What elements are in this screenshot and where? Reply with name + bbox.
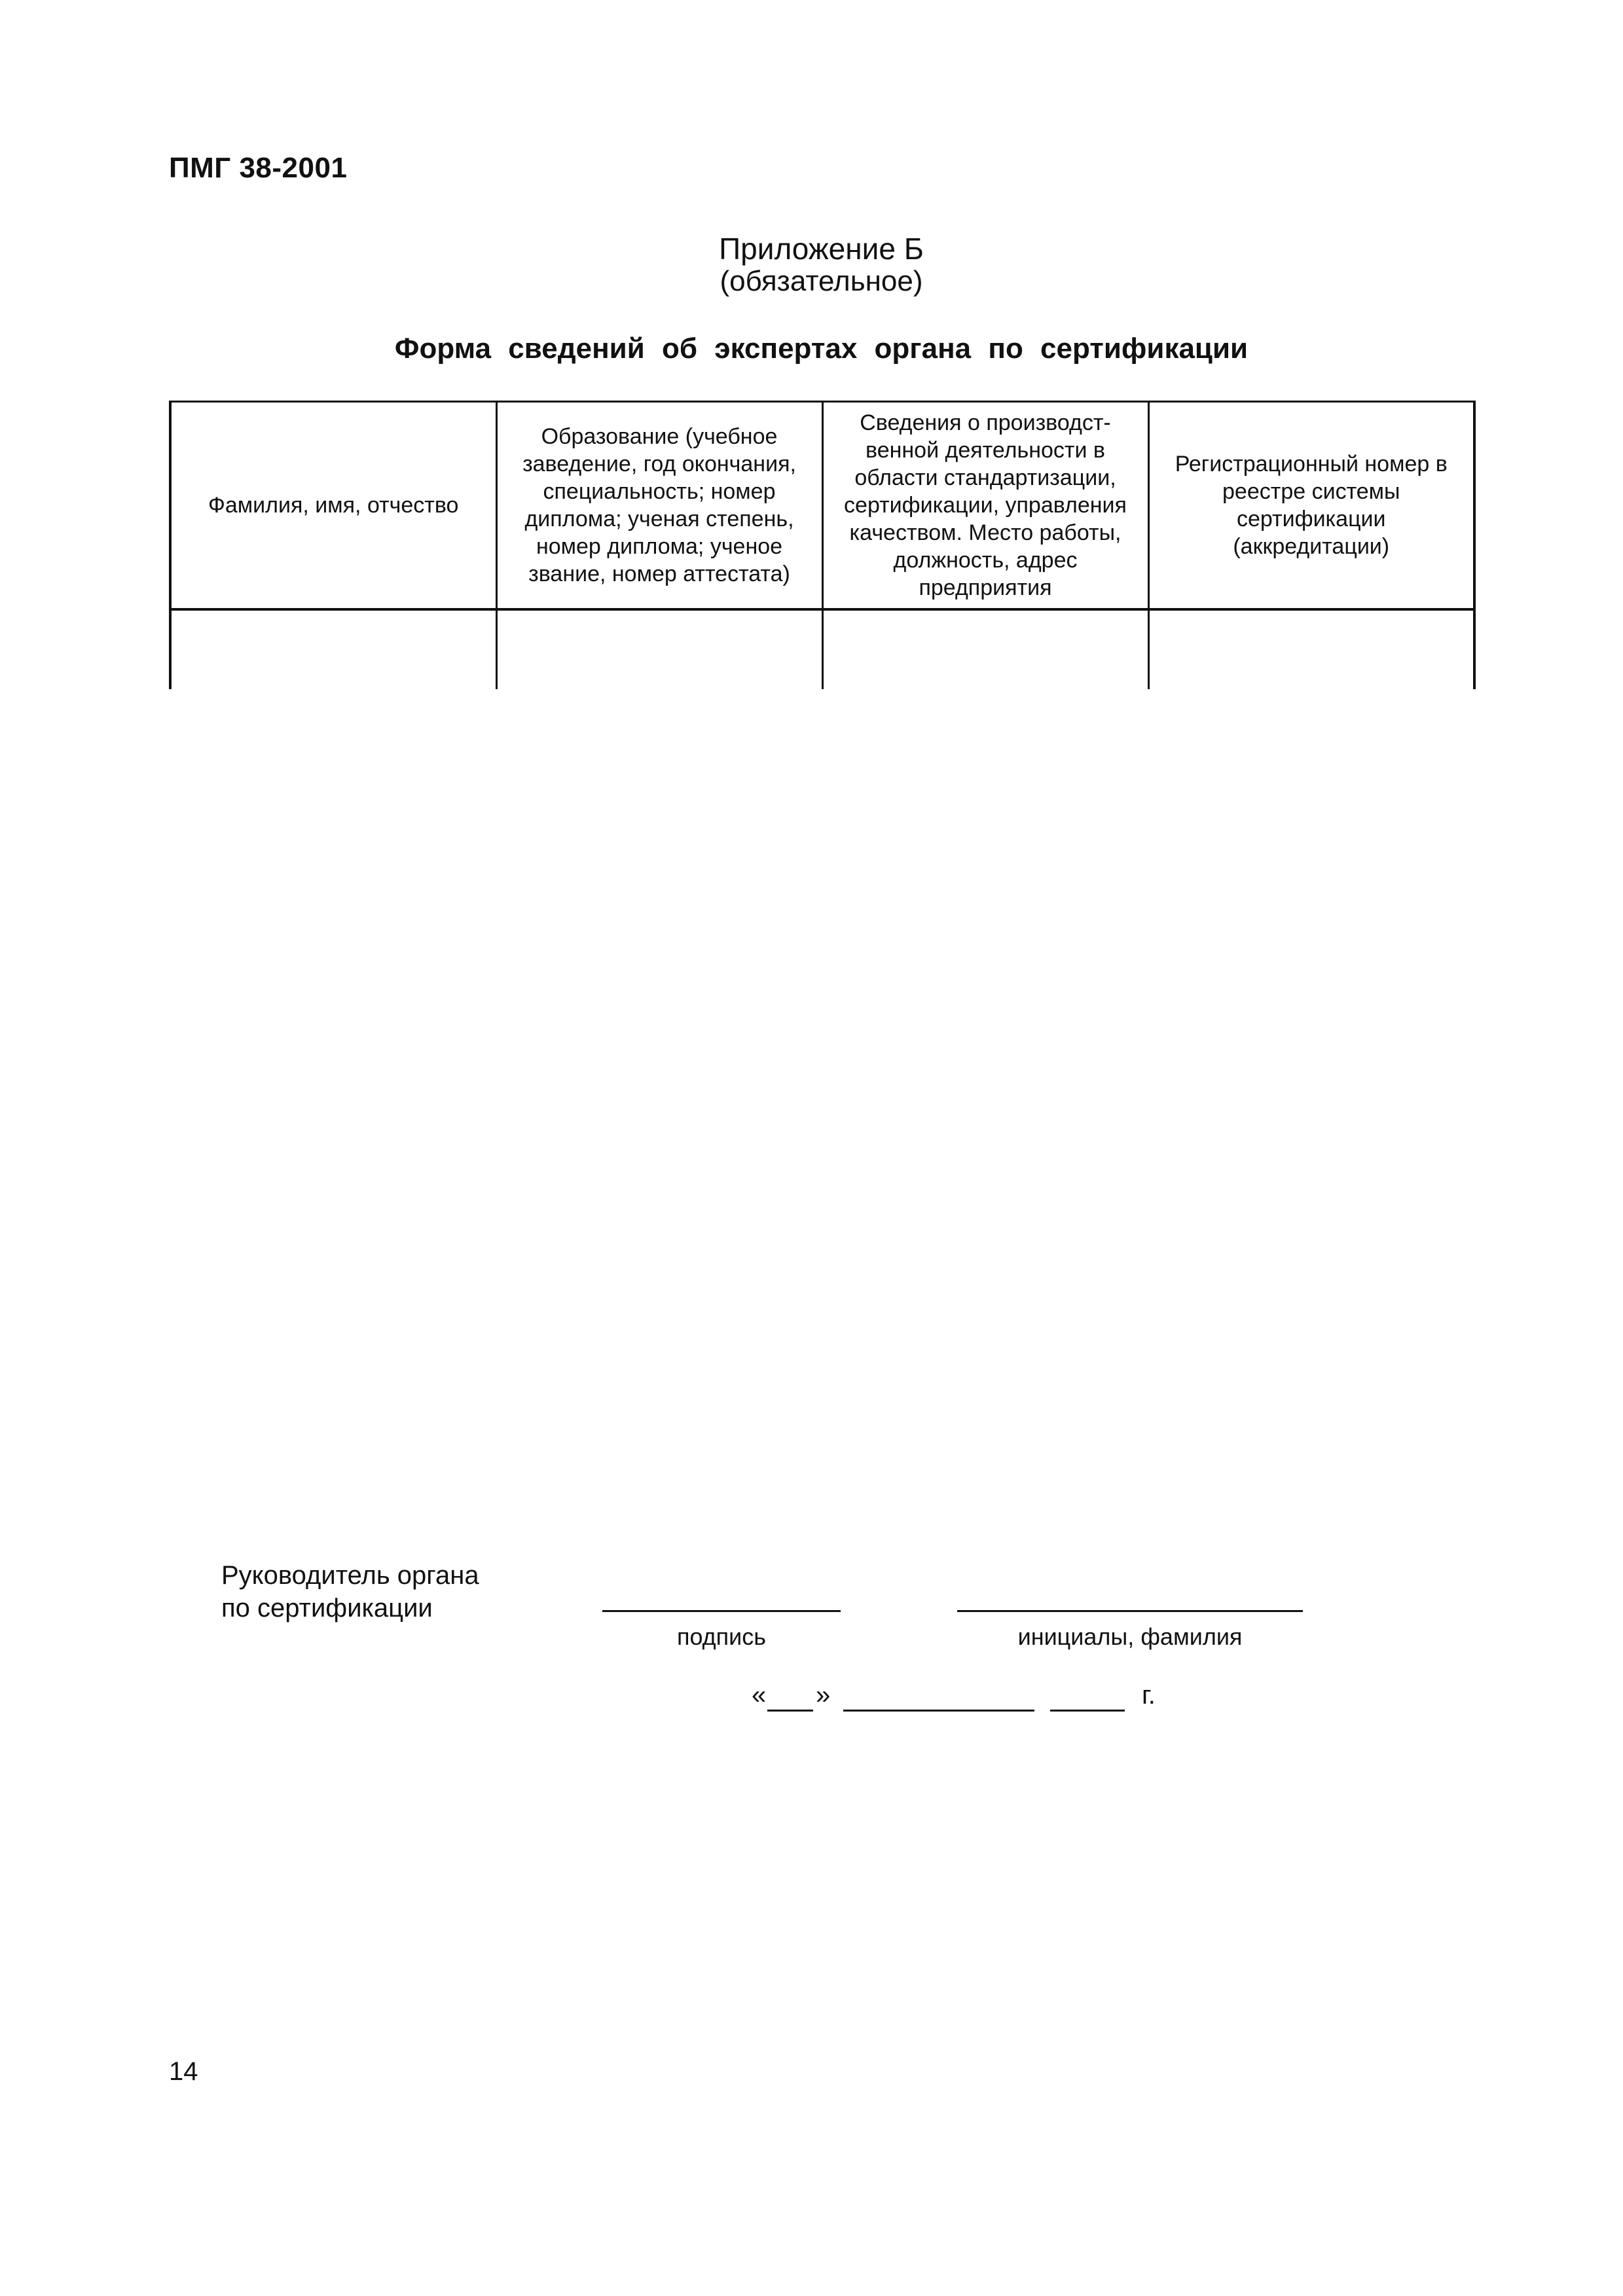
head-label-line-1: Руководитель органа <box>221 1561 479 1590</box>
column-header-full-name: Фамилия, имя, отчество <box>170 402 496 610</box>
experts-table <box>169 401 1476 689</box>
table-header-row <box>170 402 1474 610</box>
table-row <box>170 609 1474 689</box>
document-code: ПМГ 38-2001 <box>169 152 348 184</box>
page-number: 14 <box>169 2057 198 2086</box>
table-cell-full-name <box>170 609 496 689</box>
annex-title: Приложение Б <box>719 232 924 266</box>
column-header-registration-number: Регистрационный номер в реестре системы сертификации (аккредитации) <box>1148 402 1474 610</box>
date-year-line <box>1050 1710 1125 1712</box>
date-day-line <box>767 1710 813 1712</box>
head-of-body-label <box>221 1559 479 1624</box>
table-cell-work-experience <box>822 609 1148 689</box>
signature-line <box>602 1610 841 1612</box>
year-suffix: г. <box>1142 1681 1156 1710</box>
annex-subtitle: (обязательное) <box>720 265 923 297</box>
column-header-work-experience: Сведения о производст-венной деятельности в области стандартизации, сертификации, управления качеством. Место работы, должность, адрес предприятия <box>822 402 1148 610</box>
date-close-quote: » <box>816 1681 831 1710</box>
initials-surname-caption: инициалы, фамилия <box>1017 1623 1243 1650</box>
table-cell-registration-number <box>1148 609 1474 689</box>
form-title: Форма сведений об экспертах органа по сертификации <box>394 332 1249 365</box>
column-header-education: Образование (учебное заведение, год окончания, специальность; номер диплома; ученая степень, номер диплома; ученое звание, номер аттестата) <box>496 402 822 610</box>
head-label-line-2: по сертификации <box>221 1594 433 1623</box>
date-open-quote: « <box>752 1681 767 1710</box>
signature-caption: подпись <box>676 1623 767 1650</box>
date-month-line <box>843 1710 1034 1712</box>
table-cell-education <box>496 609 822 689</box>
initials-surname-line <box>957 1610 1303 1612</box>
